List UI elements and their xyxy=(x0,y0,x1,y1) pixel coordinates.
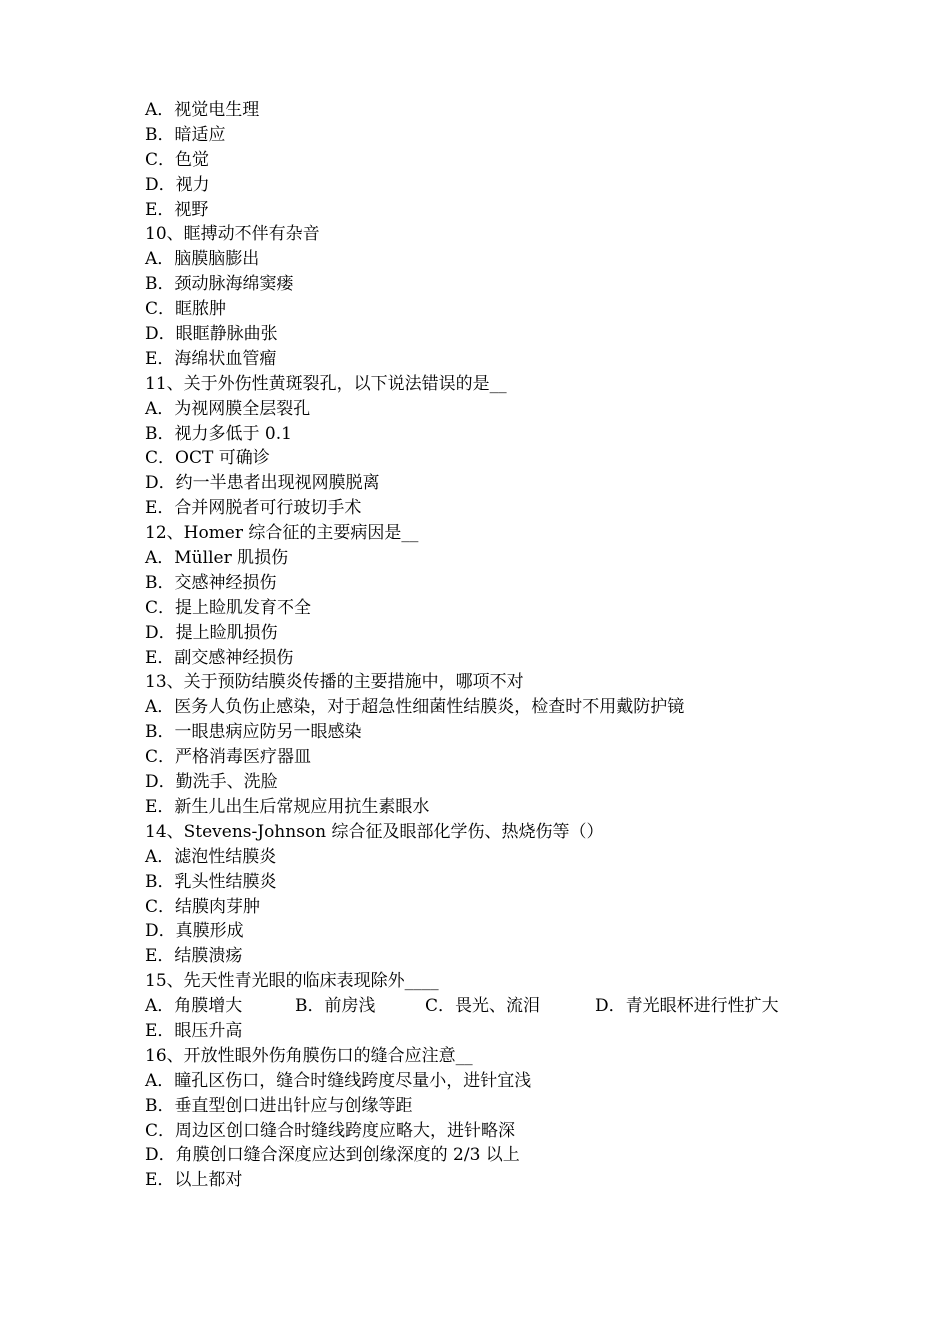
q16-option-a: A．瞳孔区伤口，缝合时缝线跨度尽量小，进针宜浅 xyxy=(145,1070,532,1091)
q15-stem: 15、先天性青光眼的临床表现除外____ xyxy=(145,971,439,992)
q9-option-c: C．色觉 xyxy=(145,149,210,170)
q14-option-e: E．结膜溃疡 xyxy=(145,946,243,967)
q14-option-a: A．滤泡性结膜炎 xyxy=(145,846,277,867)
q9-option-b: B．暗适应 xyxy=(145,124,226,145)
q9-option-e: E．视野 xyxy=(145,199,209,220)
q10-option-d: D．眼眶静脉曲张 xyxy=(145,324,278,345)
q12-stem: 12、Homer 综合征的主要病因是__ xyxy=(145,523,419,544)
q13-option-d: D．勤洗手、洗脸 xyxy=(145,772,278,793)
q11-option-c: C．OCT 可确诊 xyxy=(145,448,270,469)
q11-option-b: B．视力多低于 0.1 xyxy=(145,423,292,444)
q12-option-a: A．Müller 肌损伤 xyxy=(145,548,289,569)
q12-option-e: E．副交感神经损伤 xyxy=(145,647,294,668)
q15-option-b: B．前房浅 xyxy=(295,996,376,1017)
q11-stem: 11、关于外伤性黄斑裂孔，以下说法错误的是__ xyxy=(145,373,507,394)
q16-stem: 16、开放性眼外伤角膜伤口的缝合应注意__ xyxy=(145,1045,473,1066)
q14-option-c: C．结膜肉芽肿 xyxy=(145,896,261,917)
q15-option-d: D．青光眼杯进行性扩大 xyxy=(595,996,779,1017)
q13-option-a: A．医务人负伤止感染，对于超急性细菌性结膜炎，检查时不用戴防护镜 xyxy=(145,697,685,718)
q16-option-c: C．周边区创口缝合时缝线跨度应略大，进针略深 xyxy=(145,1120,516,1141)
q10-stem: 10、眶搏动不伴有杂音 xyxy=(145,224,320,245)
q15-option-a: A．角膜增大 xyxy=(145,996,243,1017)
q15-option-c: C．畏光、流泪 xyxy=(425,996,541,1017)
q13-option-b: B．一眼患病应防另一眼感染 xyxy=(145,722,362,743)
q9-option-a: A．视觉电生理 xyxy=(145,100,260,120)
q16-option-b: B．垂直型创口进出针应与创缘等距 xyxy=(145,1095,413,1116)
exam-content xyxy=(145,98,845,1193)
q10-option-e: E．海绵状血管瘤 xyxy=(145,348,277,369)
q15-option-row xyxy=(145,994,845,1019)
q13-option-e: E．新生儿出生后常规应用抗生素眼水 xyxy=(145,796,430,817)
q12-option-d: D．提上睑肌损伤 xyxy=(145,622,278,643)
q11-option-e: E．合并网脱者可行玻切手术 xyxy=(145,498,362,519)
q16-option-e: E．以上都对 xyxy=(145,1170,243,1191)
q11-option-d: D．约一半患者出现视网膜脱离 xyxy=(145,473,380,494)
q16-option-d: D．角膜创口缝合深度应达到创缘深度的 2/3 以上 xyxy=(145,1145,520,1166)
q11-option-a: A．为视网膜全层裂孔 xyxy=(145,398,311,419)
q14-option-b: B．乳头性结膜炎 xyxy=(145,871,277,892)
q10-option-c: C．眶脓肿 xyxy=(145,299,227,320)
q14-stem: 14、Stevens-Johnson 综合征及眼部化学伤、热烧伤等（） xyxy=(145,821,604,842)
q10-option-a: A．脑膜脑膨出 xyxy=(145,249,260,270)
q15-option-e: E．眼压升高 xyxy=(145,1020,243,1041)
q10-option-b: B．颈动脉海绵窦瘘 xyxy=(145,274,294,295)
q13-stem: 13、关于预防结膜炎传播的主要措施中，哪项不对 xyxy=(145,672,524,693)
q13-option-c: C．严格消毒医疗器皿 xyxy=(145,747,312,768)
q9-option-d: D．视力 xyxy=(145,174,210,195)
q14-option-d: D．真膜形成 xyxy=(145,921,244,942)
q12-option-b: B．交感神经损伤 xyxy=(145,572,277,593)
q12-option-c: C．提上睑肌发育不全 xyxy=(145,597,312,618)
